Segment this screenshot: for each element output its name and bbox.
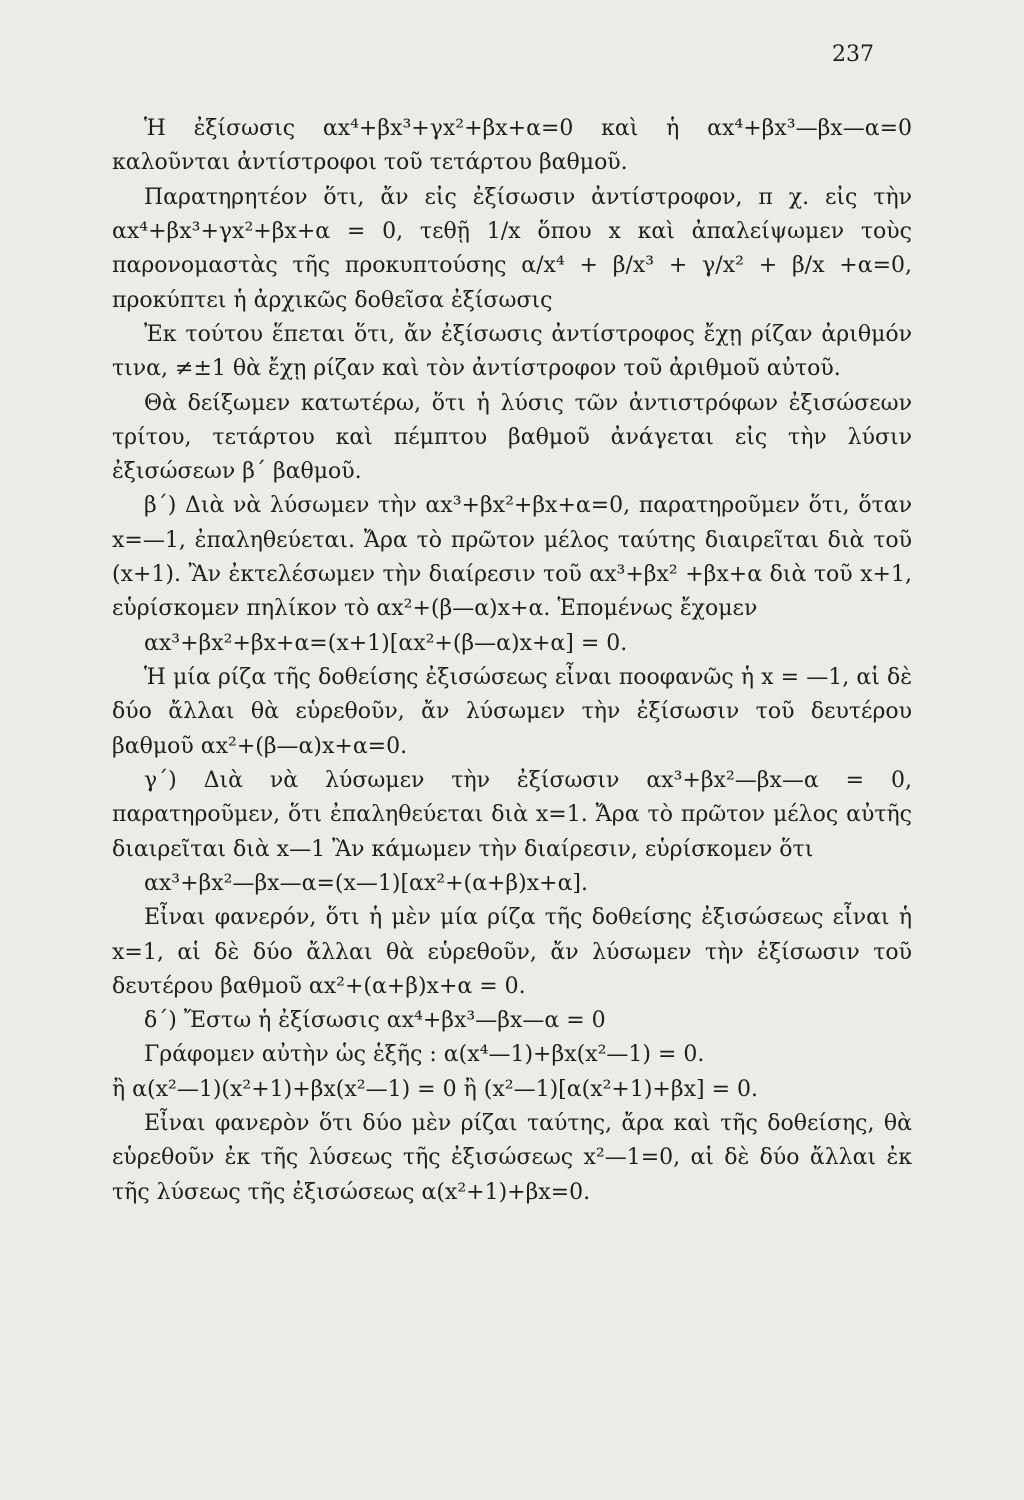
paragraph-observation: Παρατηρητέον ὅτι, ἄν εἰς ἐξίσωσιν ἀντίστροφον, π χ. εἰς τὴν αx⁴+βx³+γx²+βx+α = 0, τεθῇ 1/x ὅπου x καὶ ἀπαλείψωμεν τοὺς παρονομαστὰς τῆς προκυπτούσης α/x⁴ + β/x³ + γ/x² + β/x +α=0, προκύπτει ἡ ἀρχικῶς δοθεῖσα ἐξίσωσις	[112, 184, 912, 313]
paragraph-case-c: γ΄) Διὰ νὰ λύσωμεν τὴν ἐξίσωσιν αx³+βx²—βx—α = 0, παρατηροῦμεν, ὅτι ἐπαληθεύεται διὰ x=1. Ἄρα τὸ πρῶτον μέλος αὐτῆς διαιρεῖται διὰ x—1 Ἂν κάμωμεν τὴν διαίρεσιν, εὑρίσκομεν ὅτι	[112, 767, 912, 862]
paragraph-case-d-rewrite: Γράφομεν αὐτὴν ὡς ἑξῆς : α(x⁴—1)+βx(x²—1) = 0.	[144, 1042, 705, 1068]
equation-case-c: αx³+βx²—βx—α=(x—1)[αx²+(α+β)x+α].	[144, 870, 588, 896]
equation-case-b: αx³+βx²+βx+α=(x+1)[αx²+(β—α)x+α] = 0.	[144, 630, 628, 656]
paragraph-case-b-roots: Ἡ μία ρίζα τῆς δοθείσης ἐξισώσεως εἶναι ποοφανῶς ἡ x = —1, αἱ δὲ δύο ἄλλαι θὰ εὑρεθοῦν, ἄν λύσωμεν τὴν ἐξίσωσιν τοῦ δευτέρου βαθμοῦ αx²+(β—α)x+α=0.	[112, 665, 912, 759]
paragraph-case-c-roots: Εἶναι φανερόν, ὅτι ἡ μὲν μία ρίζα τῆς δοθείσης ἐξισώσεως εἶναι ἡ x=1, αἱ δὲ δύο ἄλλαι θὰ εὑρεθοῦν, ἄν λύσωμεν τὴν ἐξίσωσιν τοῦ δευτέρου βαθμοῦ αx²+(α+β)x+α = 0.	[112, 905, 912, 999]
paragraph-case-d-factor: ἢ α(x²—1)(x²+1)+βx(x²—1) = 0 ἢ (x²—1)[α(x²+1)+βx] = 0.	[112, 1076, 758, 1102]
paragraph-definition: Ἡ ἐξίσωσις αx⁴+βx³+γx²+βx+α=0 καὶ ἡ αx⁴+βx³—βx—α=0 καλοῦνται ἀντίστροφοι τοῦ τετάρτου βαθμοῦ.	[112, 116, 912, 176]
paragraph-reduction: Θὰ δείξωμεν κατωτέρω, ὅτι ἡ λύσις τῶν ἀντιστρόφων ἐξισώσεων τρίτου, τετάρτου καὶ πέμπτου βαθμοῦ ἀνάγεται εἰς τὴν λύσιν ἐξισώσεων β΄ βαθμοῦ.	[112, 390, 912, 485]
page-number: 237	[832, 42, 874, 67]
paragraph-case-d: δ΄) Ἔστω ἡ ἐξίσωσις αx⁴+βx³—βx—α = 0	[144, 1008, 606, 1034]
paragraph-case-d-roots: Εἶναι φανερὸν ὅτι δύο μὲν ρίζαι ταύτης, ἄρα καὶ τῆς δοθείσης, θὰ εὑρεθοῦν ἐκ τῆς λύσεως τῆς ἐξισώσεως x²—1=0, αἱ δὲ δύο ἄλλαι ἐκ τῆς λύσεως τῆς ἐξισώσεως α(x²+1)+βx=0.	[112, 1111, 912, 1205]
page-text	[112, 112, 912, 1210]
paragraph-case-b: β΄) Διὰ νὰ λύσωμεν τὴν αx³+βx²+βx+α=0, παρατηροῦμεν ὅτι, ὅταν x=—1, ἐπαληθεύεται. Ἄρα τὸ πρῶτον μέλος ταύτης διαιρεῖται διὰ τοῦ (x+1). Ἂν ἐκτελέσωμεν τὴν διαίρεσιν τοῦ αx³+βx² +βx+α διὰ τοῦ x+1, εὑρίσκομεν πηλίκον τὸ αx²+(β—α)x+α. Ἑπομένως ἔχομεν	[112, 493, 912, 622]
paragraph-consequence: Ἐκ τούτου ἕπεται ὅτι, ἄν ἐξίσωσις ἀντίστροφος ἔχῃ ρίζαν ἀριθμόν τινα, ≠±1 θὰ ἔχῃ ρίζαν καὶ τὸν ἀντίστροφον τοῦ ἀριθμοῦ αὐτοῦ.	[112, 321, 912, 382]
